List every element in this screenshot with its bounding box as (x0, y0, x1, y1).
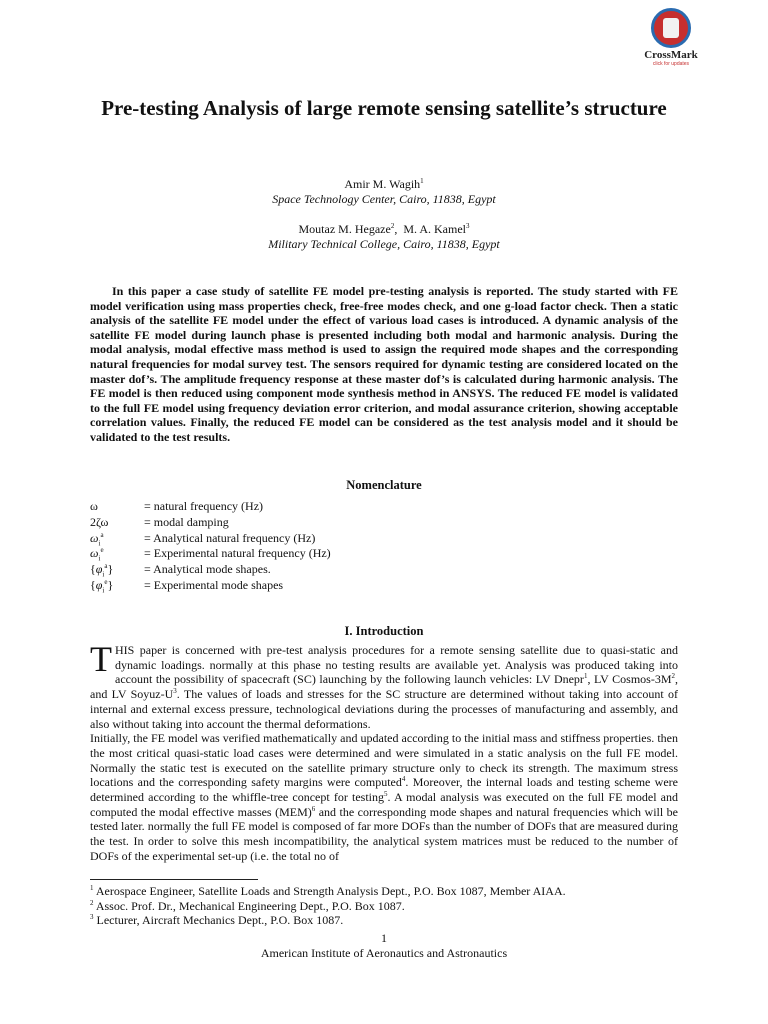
page-number: 1 (381, 931, 387, 945)
nomenclature-definition: = Experimental natural frequency (Hz) (144, 546, 331, 561)
footnote: $^1$ Aerospace Engineer, Satellite Loads and Strength Analysis Dept., P.O. Box 1087, Member AIAA. (90, 884, 566, 898)
nomenclature-item (90, 578, 490, 594)
introduction-paragraph-2: Initially, the FE model was verified mathematically and updated according to the initial mass and stiffness properties. then the most critical quasi-static load cases were determined and were simulated in a static analysis on the full FE model. Normally the static test is executed on the satellite primary structure only to check its strength. The maximum stress locations and the corresponding safety margins were computed$^4$. Moreover, the internal loads and testing scheme were determined according to the whiffle-tree concept for testing$^5$. A modal analysis was executed on the full FE model and computed the modal effective masses (MEM)$^6$ and the corresponding mode shapes and natural frequencies which will be tested later. normally the full FE model is composed of far more DOFs than the number of DOFs that are measured during the test. In order to solve this mesh incompatibility, the analytical system matrices must be reduced to the number of DOFs of the experimental set-up (i.e. the total no of (90, 731, 679, 863)
footnote: $^3$ Lecturer, Aircraft Mechanics Dept., P.O. Box 1087. (90, 913, 344, 928)
author-1 (90, 177, 678, 191)
abstract: In this paper a case study of satellite FE model pre-testing analysis is reported. The study started with FE model verification using mass properties check, free-free modes check, and one g-load factor check. Then a static analysis of the satellite FE model under the effect of various load cases is introduced. A dynamic analysis of the satellite FE model during launch phase is presented including both modal and harmonic analysis. During the modal analysis, modal effective mass method is used to assign the required mode shapes and the corresponding natural frequencies for modal survey test. The sensors required for dynamic testing are considered located on the master dof’s. The amplitude frequency response at these master dof’s is calculated during harmonic analysis. The FE model is then reduced using component mode synthesis method in ANSYS. The reduced FE model is validated to the full FE model using frequency deviation error criterion, and modal assurance criterion, showing acceptable correlation values. Finally, the reduced FE model can be considered as the test analysis model and it should be validated to the test results. (90, 284, 678, 444)
nomenclature-heading: Nomenclature (346, 478, 422, 492)
nomenclature-item (90, 562, 490, 578)
author-3-name: M. A. Kamel (403, 222, 466, 236)
crossmark-label: CrossMark (644, 49, 698, 61)
nomenclature-item (90, 531, 490, 547)
author-3-footnote-mark: 3 (465, 222, 470, 230)
reference-mark: 3 (173, 687, 177, 696)
nomenclature-definition: = Experimental mode shapes (144, 577, 284, 592)
drop-cap: T (90, 639, 112, 679)
nomenclature-list (90, 499, 490, 594)
nomenclature-item (90, 546, 490, 562)
author-2-3-affiliation: Military Technical College, Cairo, 11838, Egypt (268, 237, 500, 251)
paper-title: Pre-testing Analysis of large remote sensing satellite’s structure (101, 96, 667, 120)
introduction-body (90, 639, 679, 864)
footnote: $^2$ Assoc. Prof. Dr., Mechanical Engineering Dept., P.O. Box 1087. (90, 898, 405, 913)
nomenclature-symbol: $\{\varphi_i^a\}$ (90, 562, 114, 579)
author-1-name: Amir M. Wagih (344, 177, 421, 191)
nomenclature-item (90, 515, 490, 531)
nomenclature-symbol: $\{\varphi_i^e\}$ (90, 577, 114, 595)
reference-mark: 5 (384, 790, 388, 799)
nomenclature-definition: = natural frequency (Hz) (144, 499, 264, 513)
author-2-name: Moutaz M. Hegaze (298, 222, 391, 236)
nomenclature-definition: = Analytical natural frequency (Hz) (144, 530, 316, 545)
reference-mark: 4 (401, 775, 406, 784)
nomenclature-symbol: ω (90, 499, 98, 513)
crossmark-sublabel: click for updates (652, 61, 690, 67)
nomenclature-symbol: $\omega_i^a$ (90, 530, 104, 547)
author-1-affiliation: Space Technology Center, Cairo, 11838, Egypt (272, 192, 496, 206)
reference-mark: 2 (671, 672, 675, 681)
nomenclature-definition: = modal damping (144, 514, 229, 529)
introduction-paragraph-1: THIS paper is concerned with pre-test analysis procedures for a remote sensing satellite due to quasi-static and dynamic loadings. normally at this phase no testing results are available yet. Analysis was produced taking into account the possibility of spacecraft (SC) launching by the following launch vehicles: LV Dnepr$^1$, LV Cosmos-$3M^2$, and LV Soyuz-$U^3$. The values of loads and stresses for the SC structure are determined without taking into account of internal and external excess pressure, technological deviations during the processes of manufacturing and assembly, and also without taking into account the thermal deformations. (90, 639, 678, 731)
nomenclature-symbol: 2ζω (90, 514, 109, 529)
footnotes (90, 884, 678, 928)
nomenclature-symbol: $\omega_i^e$ (90, 546, 104, 563)
introduction-heading: I. Introduction (344, 624, 424, 638)
nomenclature-definition: = Analytical mode shapes. (144, 562, 271, 577)
page-footer: American Institute of Aeronautics and Astronautics (260, 946, 508, 960)
reference-mark: 6 (311, 804, 316, 813)
author-1-footnote-mark: 1 (420, 177, 424, 185)
reference-mark: 1 (583, 672, 588, 681)
crossmark-icon (651, 8, 691, 48)
footnote-divider (90, 879, 258, 880)
crossmark-badge[interactable] (640, 8, 702, 67)
nomenclature-item (90, 499, 490, 515)
author-2-3: Moutaz M. Hegaze$^2$, M. A. Kamel$^3$ (298, 222, 470, 236)
author-2-footnote-mark: 2 (390, 222, 395, 230)
